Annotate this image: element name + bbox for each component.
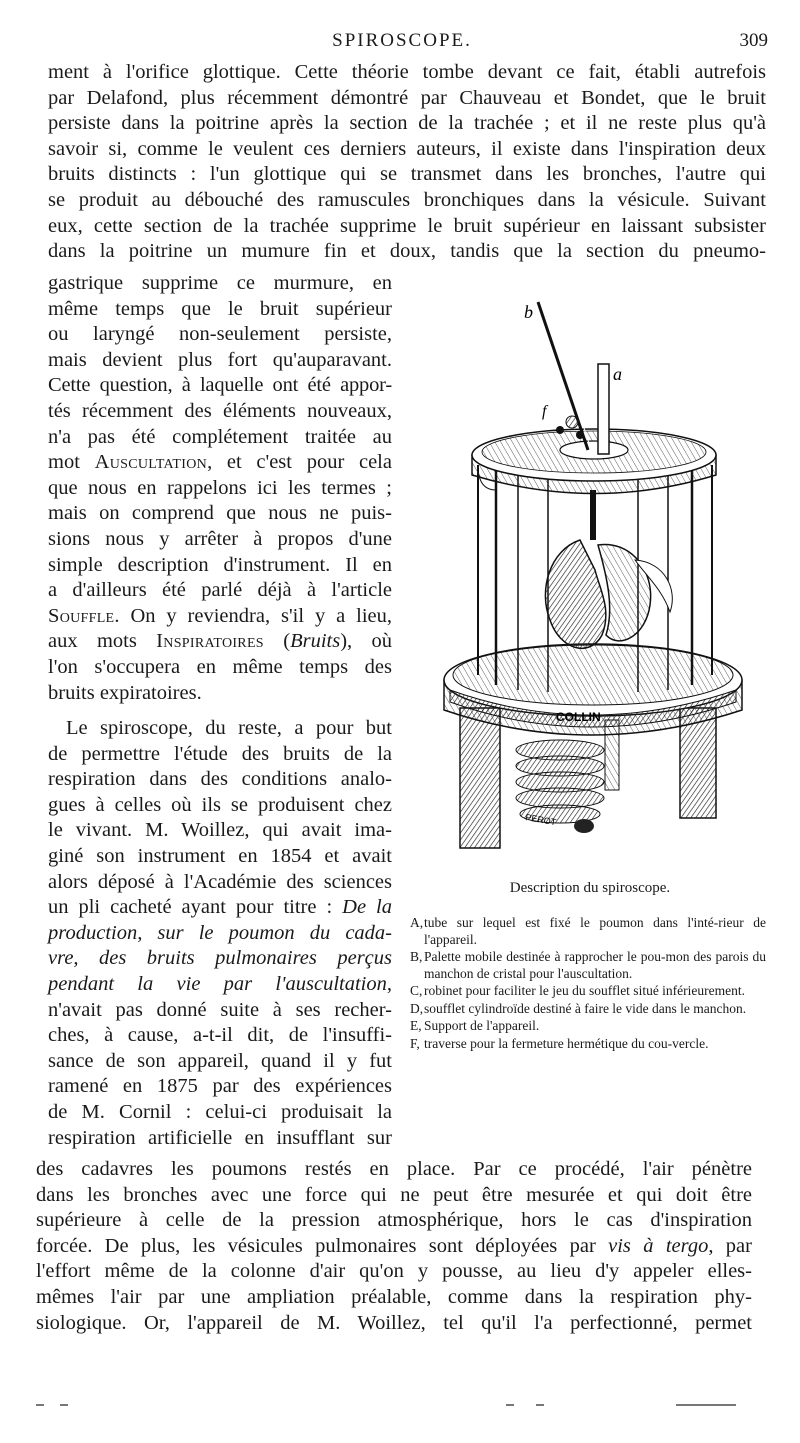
text-line: sions nous y arrêter à propos d'une bbox=[48, 527, 392, 550]
text-line: mêmes l'air par une ampliation préalable, comme dans la respiration phy- bbox=[36, 1285, 752, 1308]
text-line: l'on s'occupera en même temps des bbox=[48, 655, 392, 678]
scan-mark bbox=[60, 1404, 68, 1406]
text-line: gastrique supprime ce murmure, en bbox=[48, 272, 392, 294]
text-line bbox=[48, 629, 392, 655]
text-line bbox=[48, 450, 392, 476]
legend-text: tube sur lequel est fixé le poumon dans l'inté-rieur de l'appareil. bbox=[424, 915, 766, 947]
text-line: par Delafond, plus récemment démontré par Chauveau et Bondet, que le bruit bbox=[48, 86, 766, 109]
text-line: vre, des bruits pulmonaires perçus bbox=[48, 947, 392, 970]
page-header bbox=[36, 30, 768, 56]
text-line: eux, cette section de la trachée supprime le bruit supérieur en laissant subsister bbox=[48, 214, 766, 237]
text-line bbox=[48, 895, 392, 921]
text-line: ramené en 1875 par des expériences bbox=[48, 1075, 392, 1098]
text-line bbox=[48, 972, 392, 998]
text-run: , par bbox=[708, 1234, 752, 1257]
text-line: alors déposé à l'Académie des sciences bbox=[48, 870, 392, 893]
footer-scan-marks bbox=[36, 1404, 756, 1414]
text-line: ches, à cause, a-t-il dit, de l'insuffi- bbox=[48, 1024, 392, 1047]
legend-text: robinet pour faciliter le jeu du soufflet situé inférieurement. bbox=[424, 983, 746, 998]
text-line: bruits expiratoires. bbox=[48, 681, 202, 704]
spiroscope-engraving bbox=[430, 290, 770, 880]
title-italic: De la bbox=[342, 896, 392, 919]
text-line: dans la poitrine un mumure fin et doux, tandis que la section du pneumo- bbox=[48, 240, 766, 263]
text-line: que nous en rappelons ici les termes ; bbox=[48, 476, 392, 499]
text-run: , bbox=[386, 972, 392, 995]
text-run: forcée. De plus, les vésicules pulmonaires sont déployées par bbox=[36, 1234, 609, 1257]
text-line: Cette question, à laquelle ont été appor- bbox=[48, 374, 392, 397]
figure-caption: Description du spiroscope. bbox=[509, 880, 671, 896]
legend-text: soufflet cylindroïde destiné à faire le vide dans le manchon. bbox=[424, 1000, 747, 1016]
latin-phrase: vis à tergo bbox=[608, 1234, 709, 1257]
text-line: mais on comprend que nous ne puis- bbox=[48, 502, 392, 525]
legend-text: Palette mobile destinée à rapprocher le pou-mon des parois du manchon de cristal pour l'auscultation. bbox=[424, 949, 766, 981]
text-line: sance de son appareil, quand il y fut bbox=[48, 1049, 392, 1072]
text-line: de M. Cornil : celui-ci produisait la bbox=[48, 1100, 392, 1123]
paragraph-bottom bbox=[36, 1157, 752, 1336]
text-run: . On y reviendra, s'il y a lieu, bbox=[114, 604, 392, 627]
legend-key: B, bbox=[410, 949, 423, 964]
cross-reference: Inspiratoires bbox=[156, 630, 264, 653]
text-line: de permettre l'étude des bruits de la bbox=[48, 742, 392, 765]
legend-item bbox=[410, 1036, 766, 1053]
legend-key: D, bbox=[410, 1000, 424, 1016]
text-line: des cadavres les poumons restés en place. Par ce procédé, l'air pénètre bbox=[36, 1158, 752, 1180]
text-line: n'avait pas donné suite à ses recher- bbox=[48, 998, 392, 1021]
legend-key: C, bbox=[410, 983, 423, 998]
text-line bbox=[36, 1234, 752, 1260]
cross-reference-italic: Bruits bbox=[290, 630, 341, 653]
text-run: un pli cacheté ayant pour titre : bbox=[48, 896, 343, 919]
text-line: l'effort même de la colonne d'air qu'on y pousse, au lieu d'y appeler elles- bbox=[36, 1260, 752, 1283]
text-line: tés récemment des éléments nouveaux, bbox=[48, 399, 392, 422]
text-line: savoir si, comme le veulent ces derniers auteurs, il existe dans l'inspiration deux bbox=[48, 137, 766, 160]
scan-mark bbox=[36, 1404, 44, 1406]
legend-item bbox=[410, 949, 766, 982]
cross-reference: Souffle bbox=[48, 604, 115, 627]
text-line: production, sur le poumon du cada- bbox=[48, 921, 392, 944]
figure-legend bbox=[410, 915, 766, 1053]
legend-text: traverse pour la fermeture hermétique du cou-vercle. bbox=[424, 1035, 709, 1051]
text-line: siologique. Or, l'appareil de M. Woillez, tel qu'il l'a perfectionné, permet bbox=[36, 1311, 752, 1334]
cover-plate bbox=[472, 429, 716, 494]
scan-mark bbox=[536, 1404, 544, 1406]
text-run: ( bbox=[263, 630, 291, 653]
legend-item bbox=[410, 1018, 766, 1035]
text-line: n'a pas été complétement traitée au bbox=[48, 425, 392, 448]
legend-key: E, bbox=[410, 1018, 422, 1033]
text-line: simple description d'instrument. Il en bbox=[48, 553, 392, 576]
running-head: SPIROSCOPE. bbox=[332, 30, 472, 51]
text-line: ou laryngé non-seulement persiste, bbox=[48, 323, 392, 346]
scan-mark bbox=[506, 1404, 514, 1406]
paragraph-left-column-2 bbox=[48, 716, 392, 1151]
legend-key: F, bbox=[410, 1035, 420, 1051]
text-line: respiration dans des conditions analo- bbox=[48, 768, 392, 791]
paragraph-continued bbox=[48, 60, 766, 265]
title-italic: pendant la vie par l'auscultation bbox=[48, 972, 387, 995]
text-run: ), où bbox=[340, 630, 393, 653]
text-run: mot bbox=[48, 451, 95, 474]
text-line: se produit au débouché des ramuscules bronchiques dans la vésicule. Suivant bbox=[48, 188, 766, 211]
legend-item bbox=[410, 983, 766, 1000]
paragraph-left-column-1 bbox=[48, 271, 392, 706]
label-f: f bbox=[542, 403, 547, 420]
engraver-signature: PEROT bbox=[524, 812, 557, 828]
spiroscope-illustration bbox=[430, 290, 770, 880]
text-line: gues à celles où ils se produisent chez bbox=[48, 793, 392, 816]
text-line: dans les bronches avec une force qui ne peut être mesurée et qui doit être bbox=[36, 1183, 752, 1206]
text-line: le vivant. M. Woillez, qui avait ima- bbox=[48, 819, 392, 842]
legend-key: A, bbox=[410, 915, 424, 930]
text-line: même temps que le bruit supérieur bbox=[48, 297, 392, 320]
text-line: giné son instrument en 1854 et avait bbox=[48, 844, 392, 867]
cross-reference: Auscultation bbox=[94, 451, 208, 474]
text-run: , et c'est pour cela bbox=[207, 451, 392, 474]
lung-specimen bbox=[545, 490, 672, 648]
maker-mark: COLLIN bbox=[556, 710, 601, 724]
text-run: aux mots bbox=[48, 630, 157, 653]
text-line: a d'ailleurs été parlé déjà à l'article bbox=[48, 579, 392, 602]
scan-mark bbox=[676, 1404, 736, 1406]
text-line bbox=[48, 604, 392, 630]
text-line: persiste dans la poitrine après la section de la trachée ; et il ne reste plus qu'à bbox=[48, 112, 766, 135]
legend-item bbox=[410, 915, 766, 948]
text-line: bruits distincts : l'un glottique qui se transmet dans les bronches, l'autre qui bbox=[48, 163, 766, 186]
text-line: supérieure à celle de la pression atmosphérique, hors le cas d'inspiration bbox=[36, 1209, 752, 1232]
legend-item bbox=[410, 1001, 766, 1018]
page-number: 309 bbox=[739, 30, 768, 51]
label-a: a bbox=[613, 364, 622, 384]
text-line: Le spiroscope, du reste, a pour but bbox=[66, 717, 392, 739]
label-b: b bbox=[524, 302, 533, 322]
legend-text: Support de l'appareil. bbox=[424, 1018, 540, 1033]
text-line: respiration artificielle en insufflant sur bbox=[48, 1126, 392, 1149]
text-line: mais devient plus fort qu'auparavant. bbox=[48, 348, 392, 371]
text-line: ment à l'orifice glottique. Cette théorie tombe devant ce fait, établi autrefois bbox=[48, 61, 766, 83]
